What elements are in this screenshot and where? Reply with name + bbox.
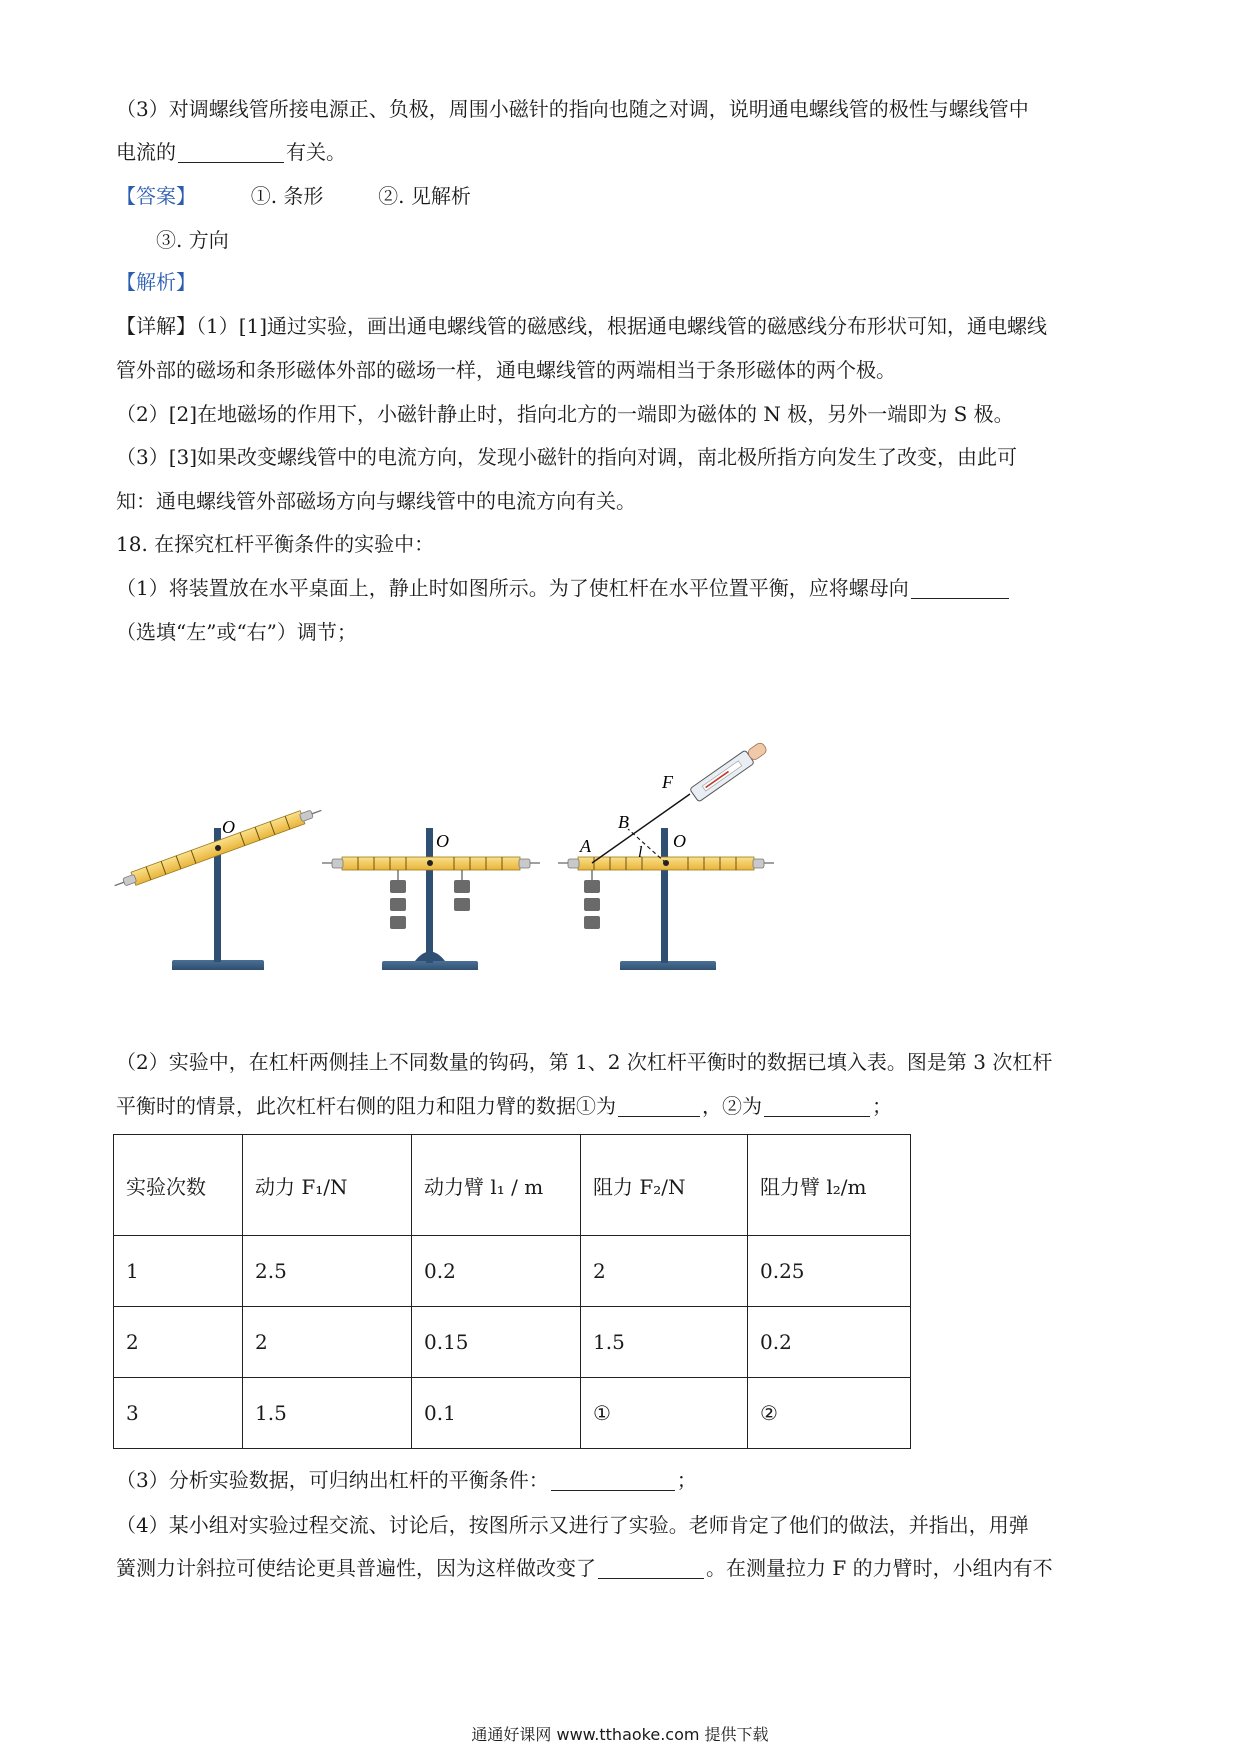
hook-weights-left [584,870,600,929]
label-f: F [662,772,673,792]
pivot [427,860,433,866]
q17-part3-line1: （3）对调螺线管所接电源正、负极，周围小磁针的指向也随之对调，说明通电螺线管的极性与螺线管中 [116,97,1029,121]
answer-blank[interactable] [618,1094,700,1117]
table-cell: 2 [581,1236,748,1307]
answer-3: ③. 方向 [156,228,229,252]
table-header-cell: 动力臂 l₁ / m [412,1135,581,1236]
balance-nut [299,810,313,822]
q18-part3 [116,1466,1126,1494]
lever-figure [110,730,870,970]
lever-3 [558,740,774,970]
lever-data-table [113,1134,911,1449]
stand-pole [426,828,433,963]
q18-part4-line1: （4）某小组对实验过程交流、讨论后，按图所示又进行了实验。老师肯定了他们的做法，并指出，用弹 [116,1513,1029,1537]
q18-part1-line1 [116,574,1126,602]
q18-part2-line2 [116,1092,1126,1120]
answer-tag: 【答案】 [116,184,196,208]
table-cell: 1.5 [243,1378,412,1449]
answer-blank[interactable] [551,1468,675,1491]
label-o: O [222,817,235,837]
label-b: B [618,812,629,832]
table-cell: 0.15 [412,1307,581,1378]
hook-weights-left [390,870,406,929]
table-cell: 2 [114,1307,243,1378]
answer-blank[interactable] [911,576,1009,599]
label-a: A [580,836,591,856]
hook-weights-right [454,870,470,911]
q18-title: 18. 在探究杠杆平衡条件的实验中： [116,532,435,556]
q17-part3-pre: 电流的 [116,140,176,164]
q18-part3-text: ； [676,1468,697,1492]
q18-part4-text: 簧测力计斜拉可使结论更具普遍性，因为这样做改变了 [116,1556,596,1580]
balance-nut [753,859,764,868]
q18-part2-text: ，②为 [702,1094,762,1118]
page-footer: 通通好课网 www.tthaoke.com 提供下载 [471,1725,769,1744]
balance-nut [123,874,137,886]
table-header-cell: 实验次数 [114,1135,243,1236]
detail-3a: （3）[3]如果改变螺线管中的电流方向，发现小磁针的指向对调，南北极所指方向发生了改变，由此可 [116,445,1018,469]
table-cell: ② [748,1378,911,1449]
table-cell: 1 [114,1236,243,1307]
pivot [663,860,669,866]
table-cell: 0.25 [748,1236,911,1307]
lever-2 [322,828,540,970]
table-cell: 0.2 [748,1307,911,1378]
detail-1a: 【详解】（1）[1]通过实验，画出通电螺线管的磁感线，根据通电螺线管的磁感线分布形状可知，通电螺线 [116,314,1048,338]
table-row [114,1378,911,1449]
label-o: O [436,831,449,851]
table-cell: ① [581,1378,748,1449]
q18-part1-text: （1）将装置放在水平桌面上，静止时如图所示。为了使杠杆在水平位置平衡，应将螺母向 [116,576,909,600]
stand-pole [661,828,668,963]
q18-part4-text: 。在测量拉力 F 的力臂时，小组内有不 [706,1556,1053,1580]
label-o: O [673,831,686,851]
q17-part3-line2 [116,138,1126,166]
answer-1: ①. 条形 [250,184,324,208]
table-header-cell: 动力 F₁/N [243,1135,412,1236]
q18-part1-line2: （选填“左”或“右”）调节； [116,620,357,644]
table-row [114,1236,911,1307]
table-cell: 0.2 [412,1236,581,1307]
balance-nut [519,859,530,868]
detail-1b: 管外部的磁场和条形磁体外部的磁场一样，通电螺线管的两端相当于条形磁体的两个极。 [116,358,896,382]
answer-line [116,182,1126,210]
table-header-cell: 阻力臂 l₂/m [748,1135,911,1236]
answer-2: ②. 见解析 [378,184,471,208]
table-header-row [114,1135,911,1236]
table-cell: 1.5 [581,1307,748,1378]
lever-1 [112,804,324,970]
analysis-tag: 【解析】 [116,270,196,294]
answer-blank[interactable] [764,1094,870,1117]
q18-part2-text: 平衡时的情景，此次杠杆右侧的阻力和阻力臂的数据①为 [116,1094,616,1118]
q18-part2-line1: （2）实验中，在杠杆两侧挂上不同数量的钩码，第 1、2 次杠杆平衡时的数据已填入表。图是第 3 次杠杆 [116,1050,1053,1074]
table-cell: 0.1 [412,1378,581,1449]
table-header-cell: 阻力 F₂/N [581,1135,748,1236]
label-l: l [638,844,643,861]
balance-nut [332,859,343,868]
q18-part4-line2 [116,1554,1126,1582]
table-row [114,1307,911,1378]
answer-blank[interactable] [178,140,284,163]
detail-3b: 知：通电螺线管外部磁场方向与螺线管中的电流方向有关。 [116,489,636,513]
q17-part3-post: 有关。 [286,140,346,164]
table-cell: 3 [114,1378,243,1449]
answer-blank[interactable] [598,1556,704,1579]
balance-nut [568,859,579,868]
detail-2: （2）[2]在地磁场的作用下，小磁针静止时，指向北方的一端即为磁体的 N 极，另外一端即为 S 极。 [116,402,1014,426]
table-cell: 2 [243,1307,412,1378]
q18-part3-text: （3）分析实验数据，可归纳出杠杆的平衡条件： [116,1468,549,1492]
spring-scale [690,740,770,802]
table-cell: 2.5 [243,1236,412,1307]
pivot [215,845,221,851]
q18-part2-text: ； [872,1094,892,1118]
